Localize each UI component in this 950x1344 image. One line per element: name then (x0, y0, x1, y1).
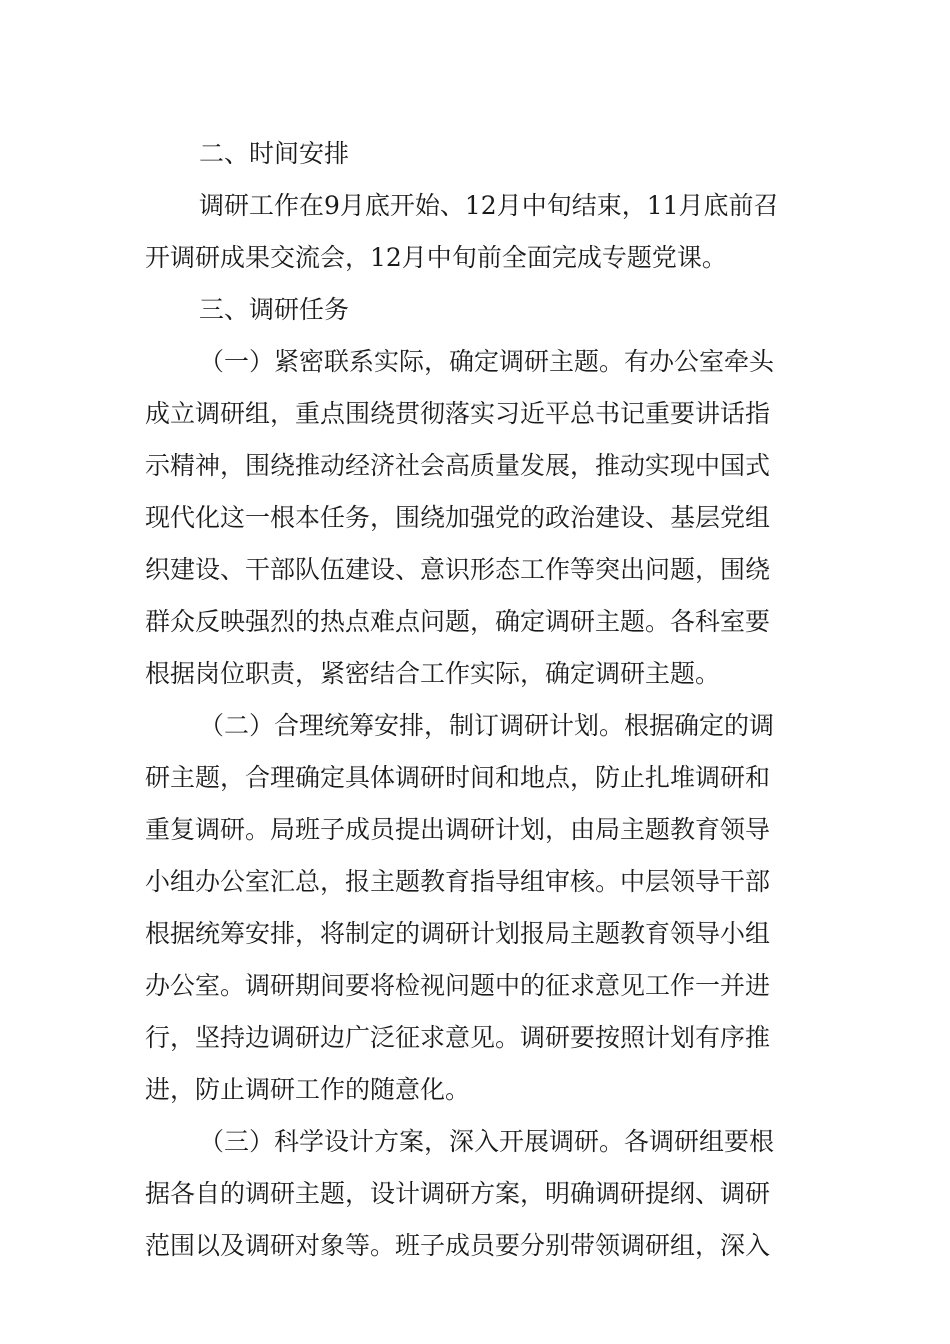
paragraph-line: 根据统筹安排，将制定的调研计划报局主题教育领导小组 (145, 919, 771, 948)
paragraph-line: 小组办公室汇总，报主题教育指导组审核。中层领导干部 (145, 867, 771, 896)
document-page (145, 128, 801, 1272)
paragraph-line: 开调研成果交流会，12月中旬前全面完成专题党课。 (145, 243, 727, 272)
paragraph-line: 进，防止调研工作的随意化。 (145, 1075, 471, 1104)
paragraph-line: （一）紧密联系实际，确定调研主题。有办公室牵头 (199, 347, 775, 376)
paragraph-line: （二）合理统筹安排，制订调研计划。根据确定的调 (199, 711, 775, 740)
paragraph-task-3 (145, 1116, 801, 1272)
paragraph-line: 重复调研。局班子成员提出调研计划，由局主题教育领导 (145, 815, 771, 844)
paragraph-line: 研主题，合理确定具体调研时间和地点，防止扎堆调研和 (145, 763, 771, 792)
paragraph-line: 根据岗位职责，紧密结合工作实际，确定调研主题。 (145, 659, 721, 688)
paragraph-line: 群众反映强烈的热点难点问题，确定调研主题。各科室要 (145, 607, 771, 636)
paragraph-line: 现代化这一根本任务，围绕加强党的政治建设、基层党组 (145, 503, 771, 532)
heading-research-tasks (145, 284, 801, 336)
paragraph-line: 据各自的调研主题，设计调研方案，明确调研提纲、调研 (145, 1179, 771, 1208)
heading-time-arrangement (145, 128, 801, 180)
paragraph-line: 行，坚持边调研边广泛征求意见。调研要按照计划有序推 (145, 1023, 771, 1052)
paragraph-line: 织建设、干部队伍建设、意识形态工作等突出问题，围绕 (145, 555, 771, 584)
paragraph-task-2 (145, 700, 801, 1116)
paragraph-line: 示精神，围绕推动经济社会高质量发展，推动实现中国式 (145, 451, 771, 480)
paragraph-line: （三）科学设计方案，深入开展调研。各调研组要根 (199, 1127, 775, 1156)
heading-text: 二、时间安排 (199, 139, 350, 168)
paragraph-time (145, 180, 801, 284)
heading-text: 三、调研任务 (199, 295, 350, 324)
paragraph-line: 办公室。调研期间要将检视问题中的征求意见工作一并进 (145, 971, 771, 1000)
paragraph-line: 范围以及调研对象等。班子成员要分别带领调研组，深入 (145, 1231, 771, 1260)
paragraph-line: 调研工作在9月底开始、12月中旬结束，11月底前召 (199, 191, 779, 220)
paragraph-task-1 (145, 336, 801, 700)
paragraph-line: 成立调研组，重点围绕贯彻落实习近平总书记重要讲话指 (145, 399, 771, 428)
